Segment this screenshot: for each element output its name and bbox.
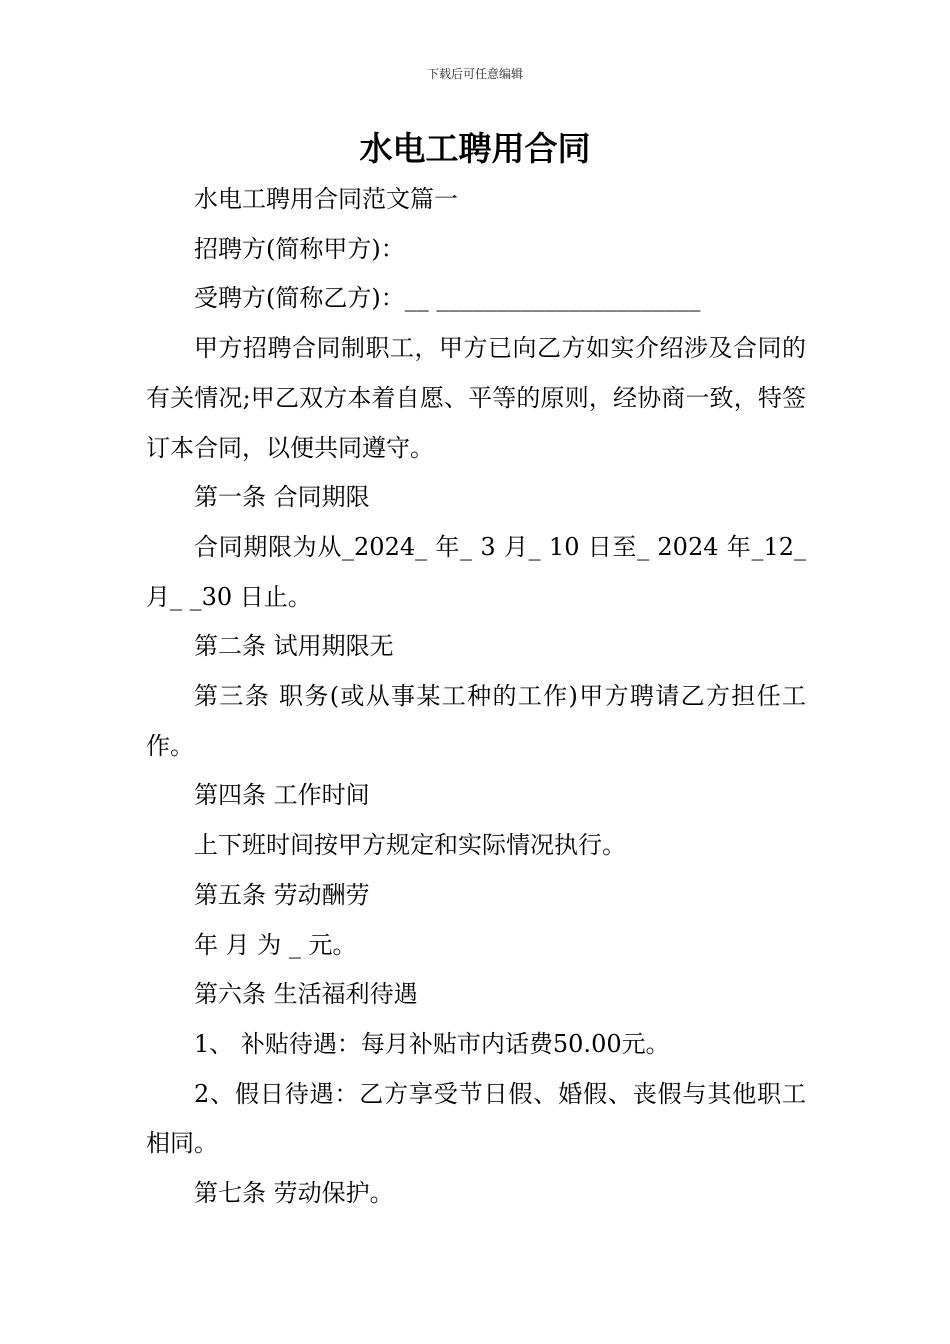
document-title: 水电工聘用合同 [359,129,591,168]
intro-paragraph: 甲方招聘合同制职工，甲方已向乙方如实介绍涉及合同的有关情况;甲乙双方本着自愿、平等的原则，经协商一致，特签订本合同，以便共同遵守。 [146,334,806,462]
article-2-heading: 第二条 试用期限无 [194,632,394,661]
contract-period-paragraph: 合同期限为从_2024_ 年_ 3 月_ 10 日至_ 2024 年_12_ 月_ _30 日止。 [146,532,806,611]
document-body [146,175,806,1219]
article-6-heading: 第六条 生活福利待遇 [194,980,418,1009]
employer-line: 招聘方(简称甲方)： [194,234,405,263]
article-4-heading: 第四条 工作时间 [194,781,370,810]
article-7-heading: 第七条 劳动保护。 [194,1179,394,1208]
employee-line: 受聘方(简称乙方)：__ ______________________ [194,284,701,313]
article-3-paragraph: 第三条 职务(或从事某工种的工作)甲方聘请乙方担任工作。 [146,682,806,760]
article-5-heading: 第五条 劳动酬劳 [194,880,370,909]
salary-paragraph: 年 月 为 _ 元。 [194,930,357,959]
working-hours-paragraph: 上下班时间按甲方规定和实际情况执行。 [194,831,626,860]
header-note: 下载后可任意编辑 [426,67,523,81]
holiday-paragraph: 2、假日待遇：乙方享受节日假、婚假、丧假与其他职工相同。 [146,1079,806,1158]
subsidy-paragraph: 1、 补贴待遇：每月补贴市内话费50.00元。 [194,1029,670,1058]
article-1-heading: 第一条 合同期限 [194,483,370,512]
subtitle-paragraph: 水电工聘用合同范文篇一 [194,185,458,213]
